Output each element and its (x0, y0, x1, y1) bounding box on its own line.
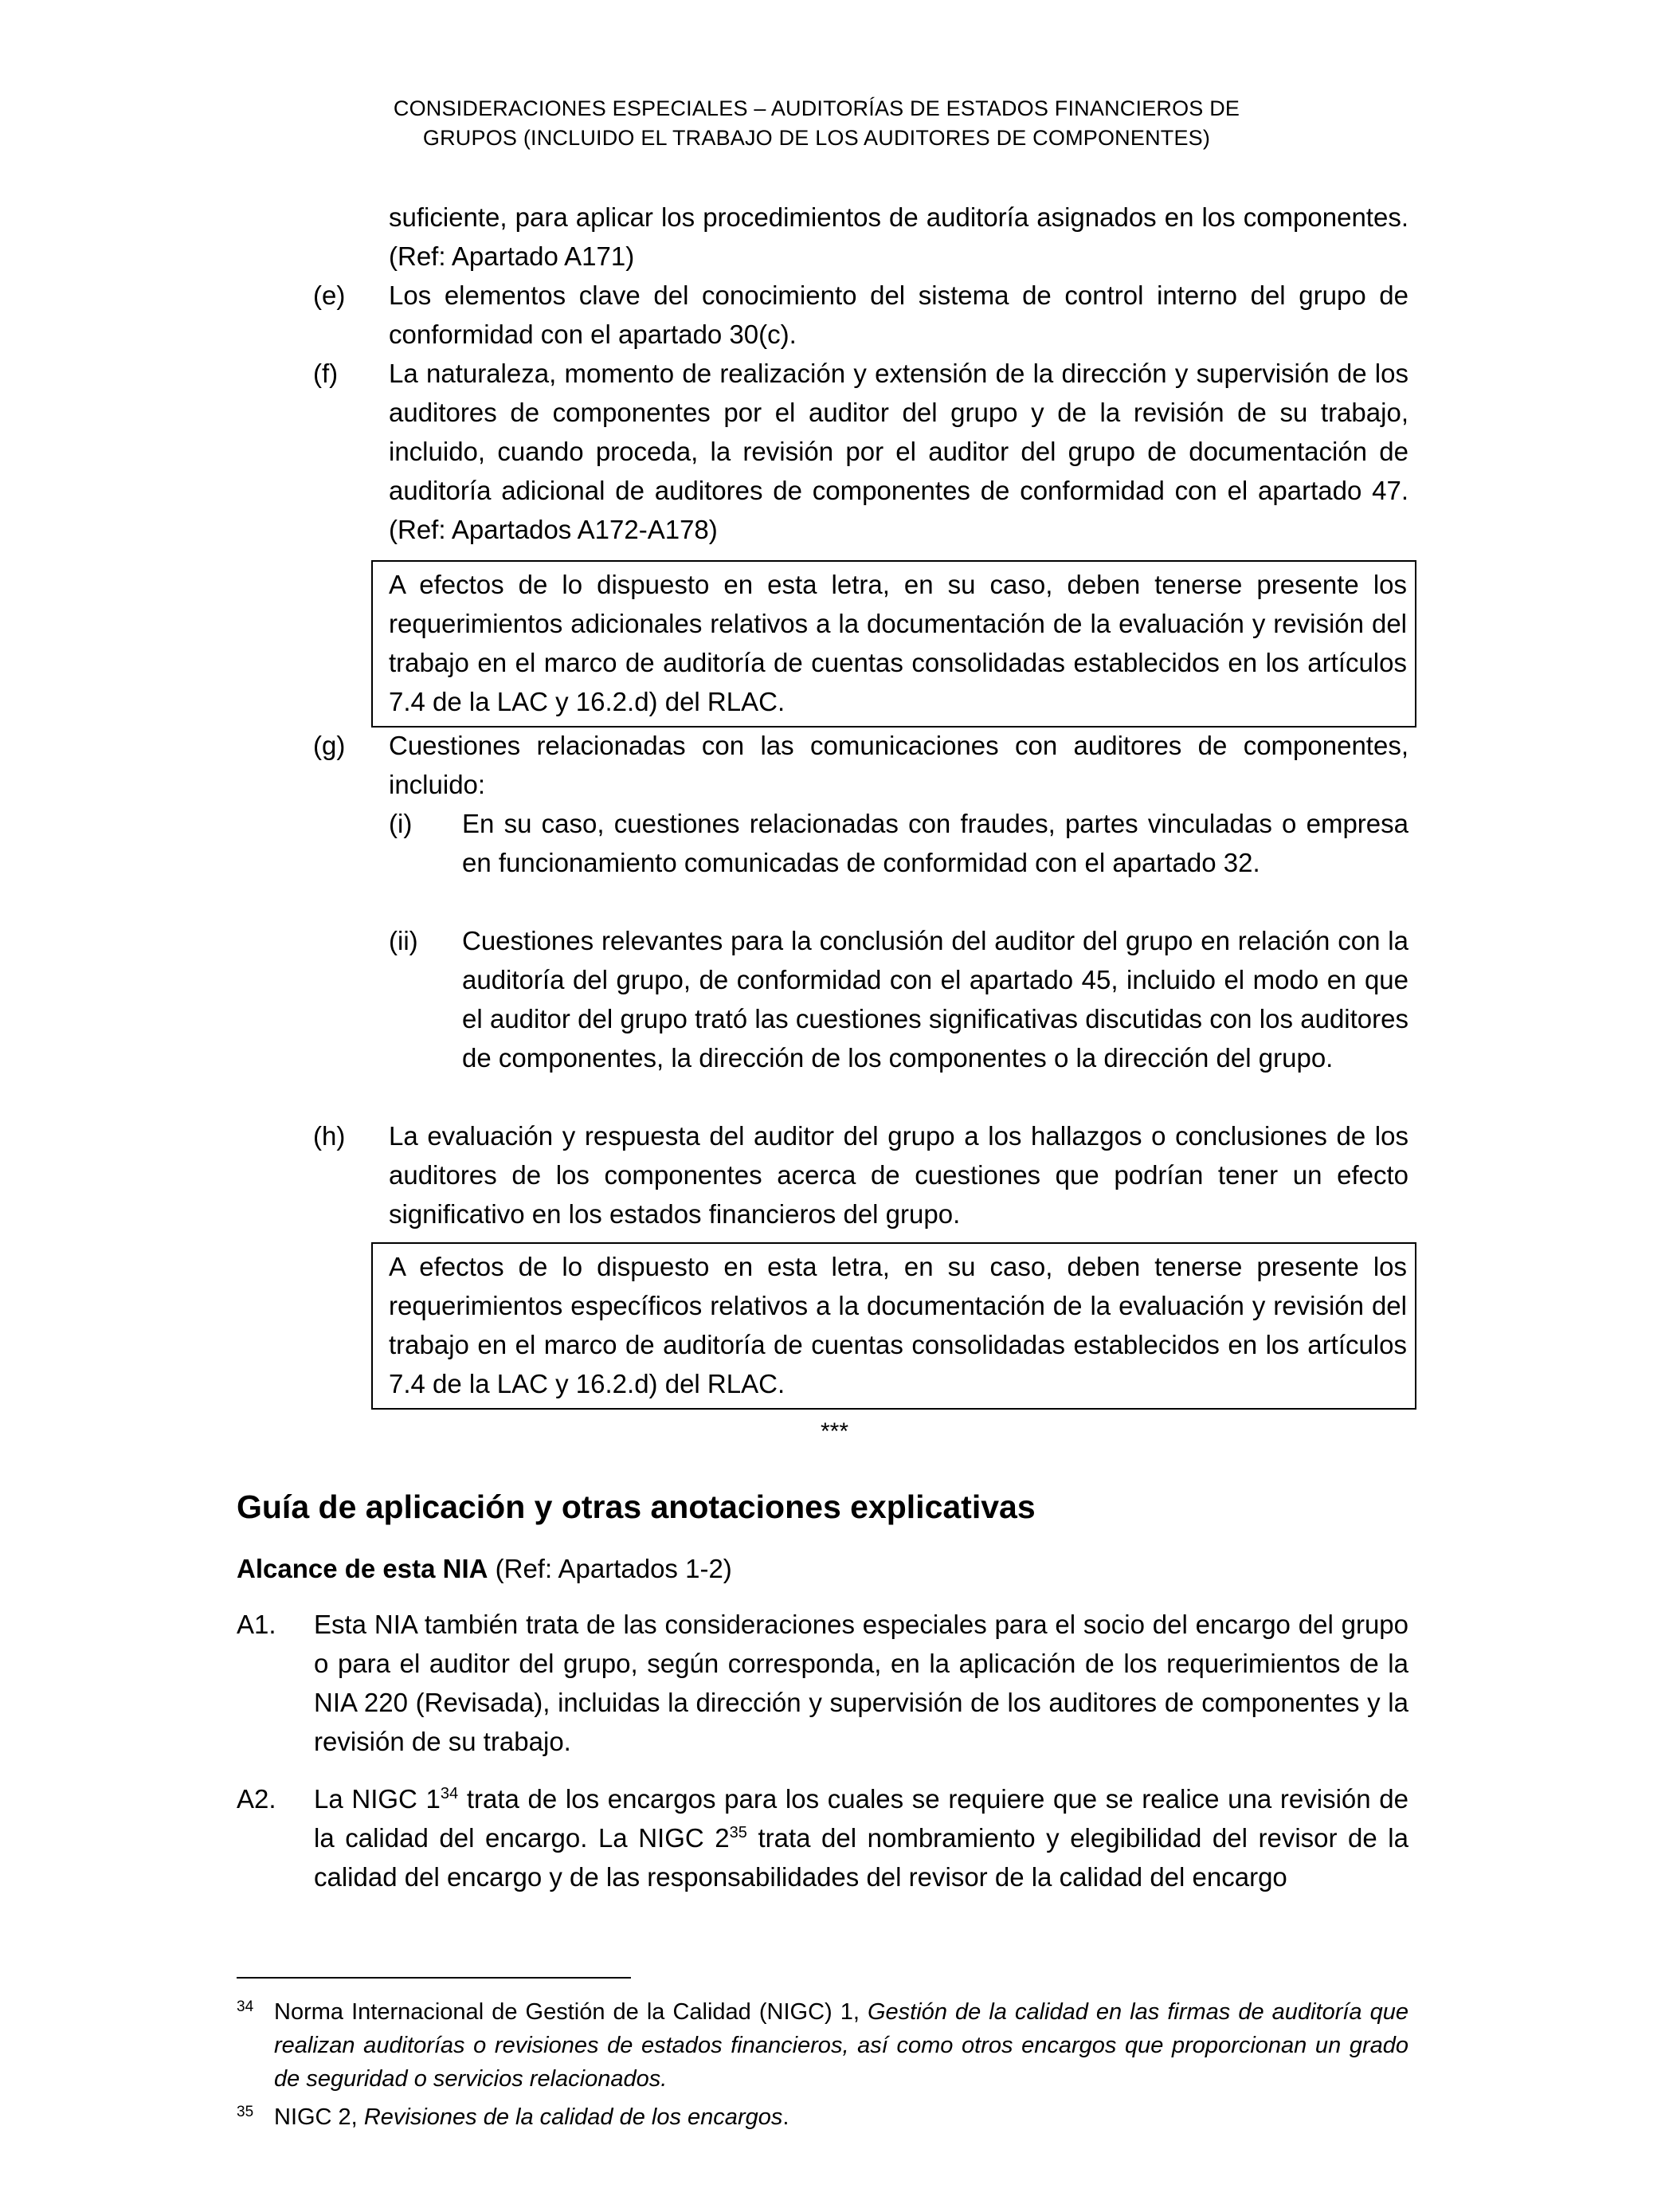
item-text: La evaluación y respuesta del auditor del grupo a los hallazgos o conclusiones de los auditores de los componentes acerca de cuestiones que podrían tener un efecto significativo en los estados financieros del grupo. (389, 1121, 1408, 1229)
footnote-italic: Revisiones de la calidad de los encargos (363, 2104, 783, 2130)
footnote-ref-34[interactable]: 34 (440, 1785, 459, 1802)
list-item-h (313, 1116, 1408, 1233)
footnote-ref-35[interactable]: 35 (729, 1824, 747, 1841)
footnote-end: . (782, 2104, 789, 2130)
paragraph-a2 (237, 1779, 1408, 1896)
item-text: La naturaleza, momento de realización y extensión de la dirección y supervisión de los auditores de componentes por el auditor del grupo y de la revisión de su trabajo, incluido, cuando proceda, la revisión por el auditor del grupo de documentación de auditoría adicional de auditores de componentes de conformidad con el apartado 47. (Ref: Apartados A172-A178) (389, 359, 1408, 544)
subsection-title (237, 1554, 732, 1584)
item-label: (f) (313, 359, 339, 388)
list-item-e (313, 276, 1408, 354)
note-box-1: A efectos de lo dispuesto en esta letra, en su caso, deben tenerse presente los requerimientos adicionales relativos a la documentación de la evaluación y revisión del trabajo en el marco de auditoría de cuentas consolidadas establecidos en los artículos 7.4 de la LAC y 16.2.d) del RLAC. (371, 560, 1416, 728)
sub-item-label: (i) (389, 809, 413, 838)
footnote-text (274, 2100, 1408, 2134)
note-box-2: A efectos de lo dispuesto en esta letra, en su caso, deben tenerse presente los requerimientos específicos relativos a la documentación de la evaluación y revisión del trabajo en el marco de auditoría de cuentas consolidadas establecidos en los artículos 7.4 de la LAC y 16.2.d) del RLAC. (371, 1242, 1416, 1410)
header-line-2: GRUPOS (INCLUIDO EL TRABAJO DE LOS AUDITORES DE COMPONENTES) (422, 126, 1211, 150)
paragraph-text-part: La NIGC 1 (314, 1784, 441, 1814)
section-title: Guía de aplicación y otras anotaciones explicativas (237, 1488, 1036, 1525)
footnote-35 (237, 2100, 1408, 2134)
paragraph-text-part: trata de los encargos para los cuales se requiere que se realice una revisión de la calidad del encargo. La NIGC 2 (314, 1784, 1408, 1853)
footnote-plain: Norma Internacional de Gestión de la Calidad (NIGC) 1, (274, 1999, 868, 2025)
paragraph-text: Esta NIA también trata de las consideraciones especiales para el socio del encargo del grupo o para el auditor del grupo, según corresponda, en la aplicación de los requerimientos de la NIA 220 (Revisada), incluidas la dirección y supervisión de los auditores de componentes y la revisión de su trabajo. (314, 1610, 1408, 1756)
paragraph-a1 (237, 1605, 1408, 1761)
paragraph-text-part: trata del nombramiento y elegibilidad del revisor de la calidad del encargo y de las responsabilidades del revisor de la calidad del encargo (314, 1823, 1408, 1892)
continuation-text: suficiente, para aplicar los procedimientos de auditoría asignados en los componentes. (Ref: Apartado A171) (389, 202, 1408, 271)
footnote-italic: Gestión de la calidad en las firmas de auditoría que realizan auditorías o revisiones de estados financieros, así como otros encargos que proporcionan un grado de seguridad o servicios relacionados. (274, 1999, 1408, 2092)
list-item-f (313, 354, 1408, 549)
footnote-plain: NIGC 2, (274, 2104, 364, 2130)
item-label: (h) (313, 1121, 346, 1151)
item-text: Los elementos clave del conocimiento del sistema de control interno del grupo de conformidad con el apartado 30(c). (389, 280, 1408, 349)
footnote-number: 34 (237, 1998, 254, 2015)
subsection-ref: (Ref: Apartados 1-2) (488, 1554, 732, 1583)
footnote-divider (237, 1977, 631, 1979)
sub-item-label: (ii) (389, 926, 418, 955)
footnote-34 (237, 1995, 1408, 2096)
list-item-g (313, 726, 1408, 804)
section-separator: *** (820, 1418, 849, 1445)
item-label: (g) (313, 731, 346, 760)
subsection-title-bold: Alcance de esta NIA (237, 1554, 488, 1583)
paragraph-label: A1. (237, 1610, 276, 1639)
paragraph-label: A2. (237, 1784, 276, 1814)
header-line-1: CONSIDERACIONES ESPECIALES – AUDITORÍAS DE ESTADOS FINANCIEROS DE (393, 96, 1240, 120)
footnote-number: 35 (237, 2104, 254, 2120)
running-header (239, 94, 1394, 153)
footnote-text (274, 1995, 1408, 2096)
sub-item-text: En su caso, cuestiones relacionadas con fraudes, partes vinculadas o empresa en funcionamiento comunicadas de conformidad con el apartado 32. (462, 809, 1408, 877)
item-label: (e) (313, 280, 346, 310)
sub-item-text: Cuestiones relevantes para la conclusión del auditor del grupo en relación con la auditoría del grupo, de conformidad con el apartado 45, incluido el modo en que el auditor del grupo trató las cuestiones significativas discutidas con los auditores de componentes, la dirección de los componentes o la dirección del grupo. (462, 926, 1408, 1073)
paragraph-text (314, 1779, 1408, 1896)
sub-item-ii (389, 921, 1408, 1077)
sub-item-i (389, 804, 1408, 882)
item-text: Cuestiones relacionadas con las comunicaciones con auditores de componentes, incluido: (389, 731, 1408, 799)
